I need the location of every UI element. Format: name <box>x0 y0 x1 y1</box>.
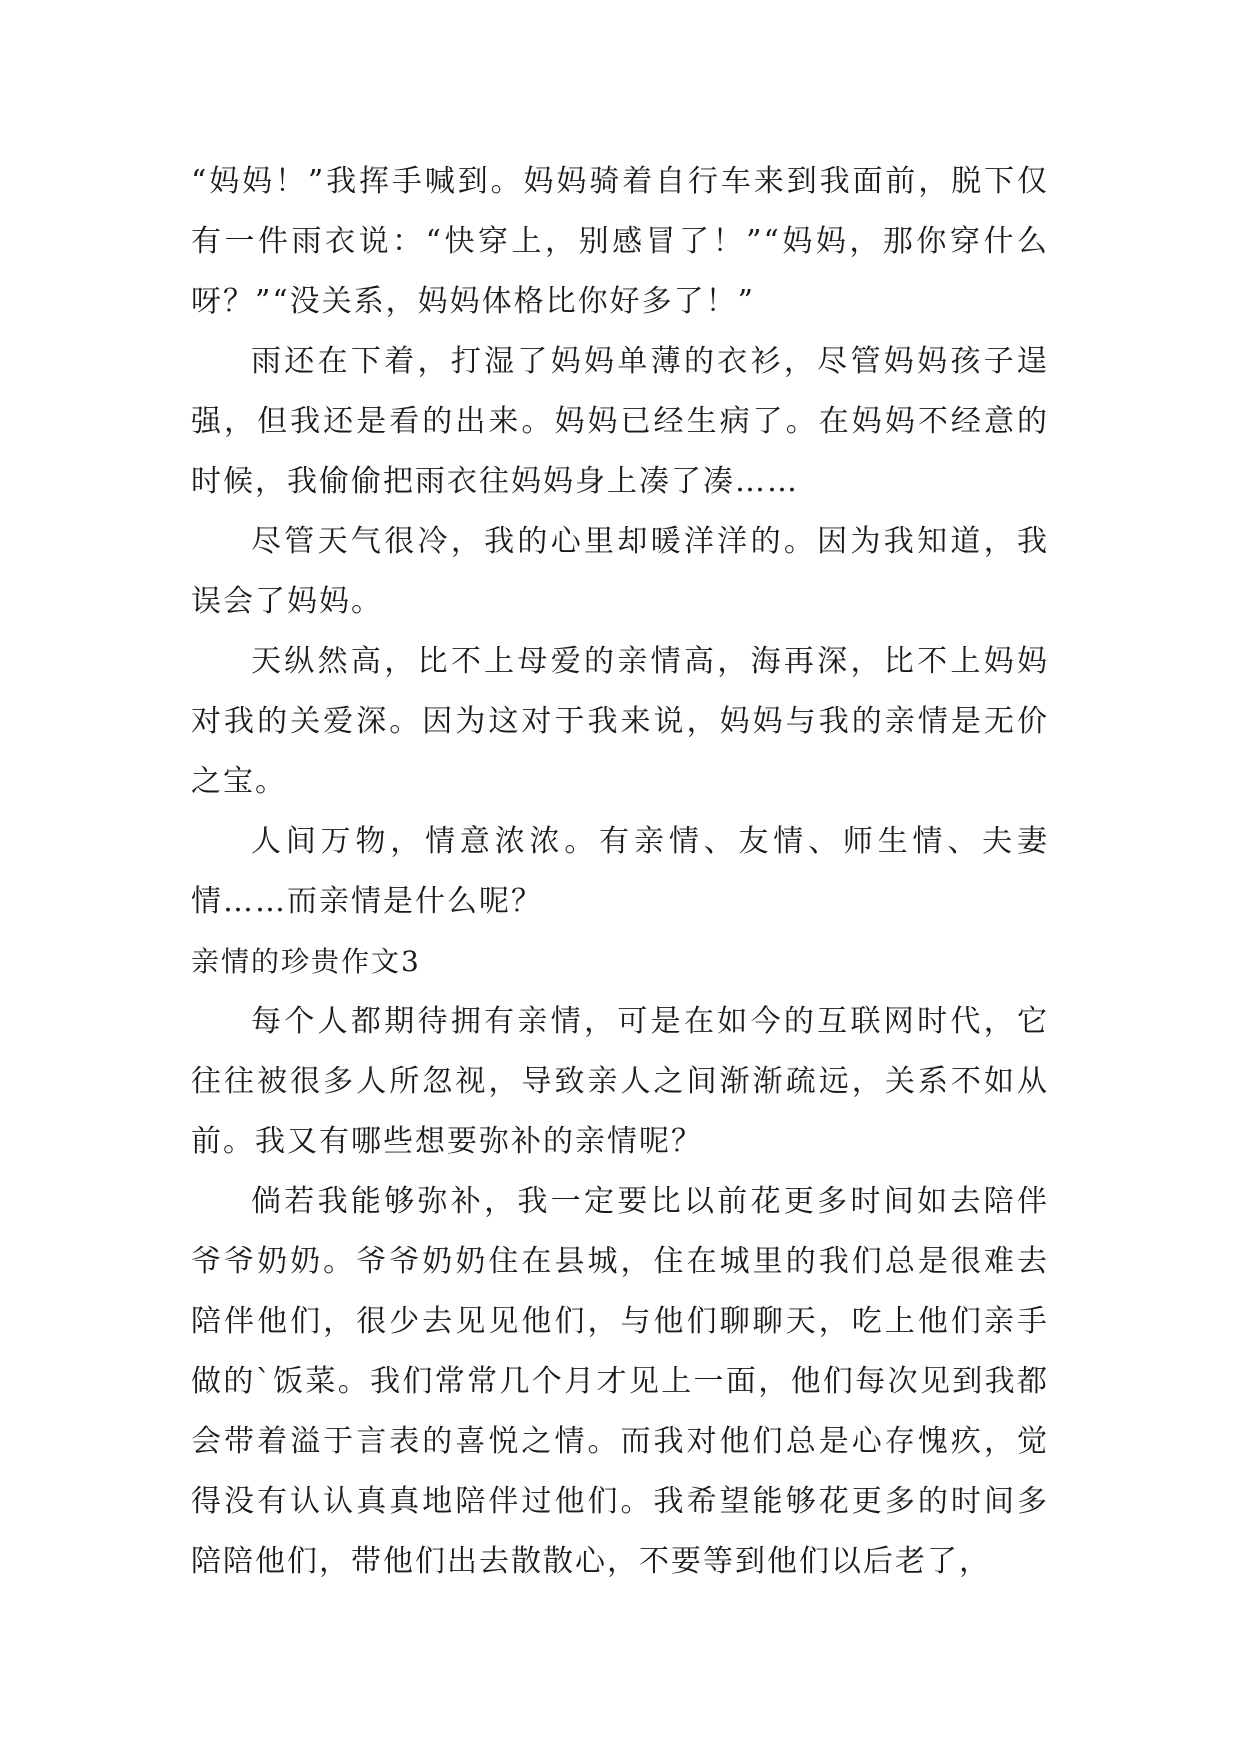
paragraph-grandparents: 倘若我能够弥补，我一定要比以前花更多时间如去陪伴爷爷奶奶。爷爷奶奶住在县城，住在城里的我们总是很难去陪伴他们，很少去见见他们，与他们聊聊天，吃上他们亲手做的`饭菜。我们常常几个月才见上一面，他们每次见到我都会带着溢于言表的喜悦之情。而我对他们总是心存愧疚，觉得没有认认真真地陪伴过他们。我希望能够花更多的时间多陪陪他们，带他们出去散散心，不要等到他们以后老了， <box>191 1184 1049 1579</box>
paragraph-dialogue: “妈妈！”我挥手喊到。妈妈骑着自行车来到我面前，脱下仅有一件雨衣说：“快穿上，别感冒了！”“妈妈，那你穿什么呀？”“没关系，妈妈体格比你好多了！” <box>191 164 1049 319</box>
paragraph-rain: 雨还在下着，打湿了妈妈单薄的衣衫，尽管妈妈孩子逞强，但我还是看的出来。妈妈已经生病了。在妈妈不经意的时候，我偷偷把雨衣往妈妈身上凑了凑…… <box>191 344 1049 499</box>
paragraph-warm-heart: 尽管天气很冷，我的心里却暖洋洋的。因为我知道，我误会了妈妈。 <box>191 524 1049 619</box>
paragraph-human-world: 人间万物，情意浓浓。有亲情、友情、师生情、夫妻情……而亲情是什么呢？ <box>191 824 1049 919</box>
document-body <box>191 152 1049 1592</box>
essay-heading: 亲情的珍贵作文3 <box>191 945 421 978</box>
paragraph-sky-sea: 天纵然高，比不上母爱的亲情高，海再深，比不上妈妈对我的关爱深。因为这对于我来说，妈妈与我的亲情是无价之宝。 <box>191 644 1049 799</box>
paragraph-internet-era: 每个人都期待拥有亲情，可是在如今的互联网时代，它往往被很多人所忽视，导致亲人之间渐渐疏远，关系不如从前。我又有哪些想要弥补的亲情呢？ <box>191 1004 1049 1159</box>
